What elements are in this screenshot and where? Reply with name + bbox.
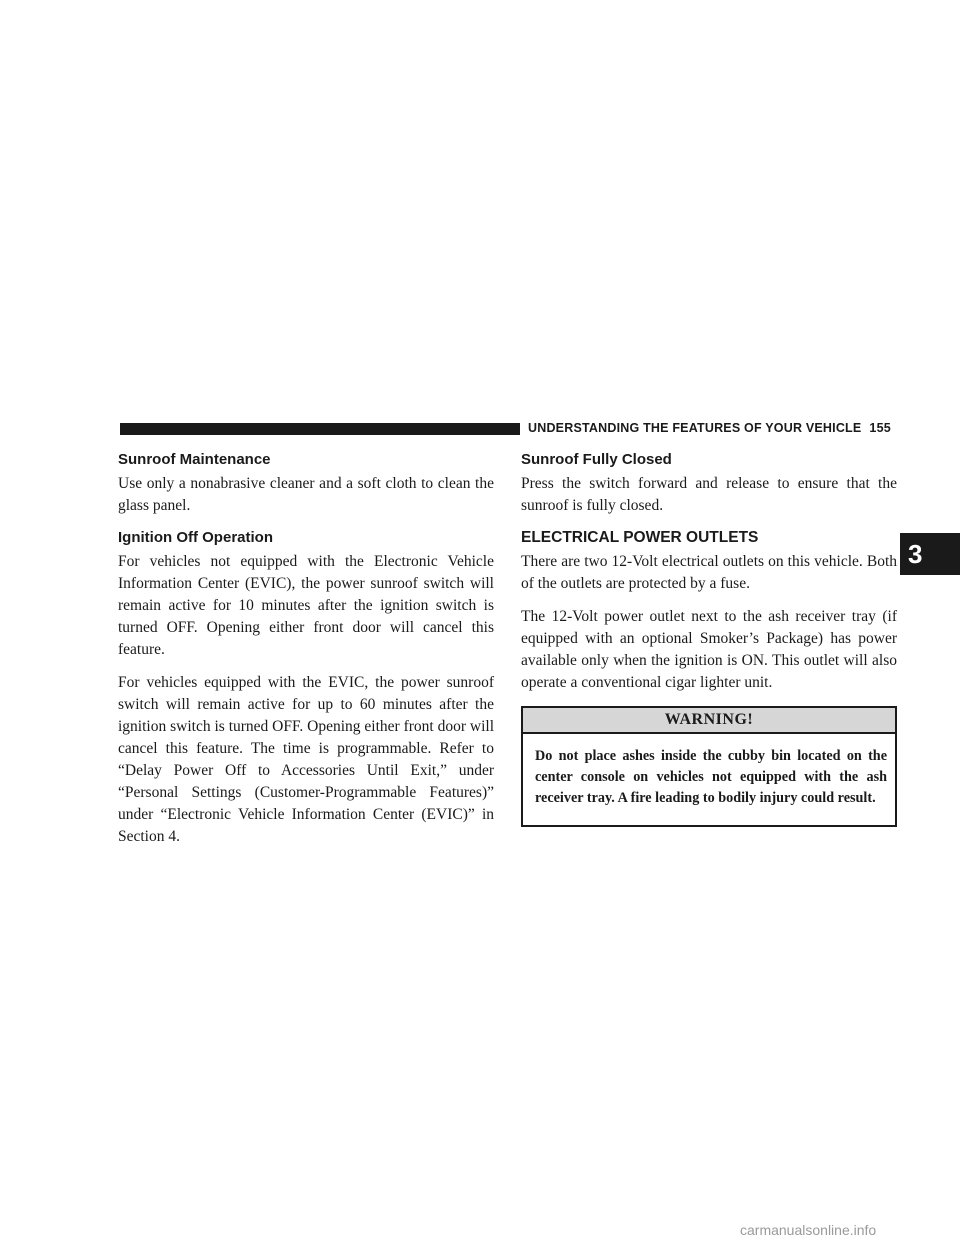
warning-text: Do not place ashes inside the cubby bin located on the center console on vehicles not equipped with the ash receiver tray. A fire leading to bodily injury could result.	[535, 748, 887, 806]
section-tab: 3	[900, 533, 960, 575]
page-number: 155	[869, 421, 891, 435]
text-ignition-off-1: For vehicles not equipped with the Electronic Vehicle Information Center (EVIC), the power sunroof switch will remain active for 10 minutes after the ignition switch is turned OFF. Opening either front door will cancel this feature.	[118, 553, 494, 658]
right-column	[521, 450, 897, 827]
heading-sunroof-maintenance: Sunroof Maintenance	[118, 451, 271, 468]
warning-title: WARNING!	[523, 708, 895, 734]
heading-sunroof-closed: Sunroof Fully Closed	[521, 451, 672, 468]
text-power-outlets-2: The 12-Volt power outlet next to the ash receiver tray (if equipped with an optional Smoker’s Package) has power available only when the ignition is ON. This outlet will also operate a conventional cigar lighter unit.	[521, 608, 897, 691]
text-ignition-off-2: For vehicles equipped with the EVIC, the power sunroof switch will remain active for up to 60 minutes after the ignition switch is turned OFF. Opening either front door will cancel this feature. The time is programmable. Refer to “Delay Power Off to Accessories Until Exit,” under “Personal Settings (Customer-Programmable Features)” under “Electronic Vehicle Information Center (EVIC)” in Section 4.	[118, 674, 494, 845]
header-bar	[120, 423, 520, 435]
text-sunroof-maintenance: Use only a nonabrasive cleaner and a soft cloth to clean the glass panel.	[118, 475, 494, 514]
heading-power-outlets: ELECTRICAL POWER OUTLETS	[521, 529, 759, 546]
text-power-outlets-1: There are two 12-Volt electrical outlets on this vehicle. Both of the outlets are protected by a fuse.	[521, 553, 897, 592]
left-column	[118, 450, 494, 859]
warning-box	[521, 706, 897, 827]
heading-ignition-off: Ignition Off Operation	[118, 529, 273, 546]
text-sunroof-closed: Press the switch forward and release to ensure that the sunroof is fully closed.	[521, 475, 897, 514]
watermark: carmanualsonline.info	[740, 1222, 877, 1238]
header-title: UNDERSTANDING THE FEATURES OF YOUR VEHICLE	[528, 421, 862, 435]
running-header	[528, 421, 908, 435]
